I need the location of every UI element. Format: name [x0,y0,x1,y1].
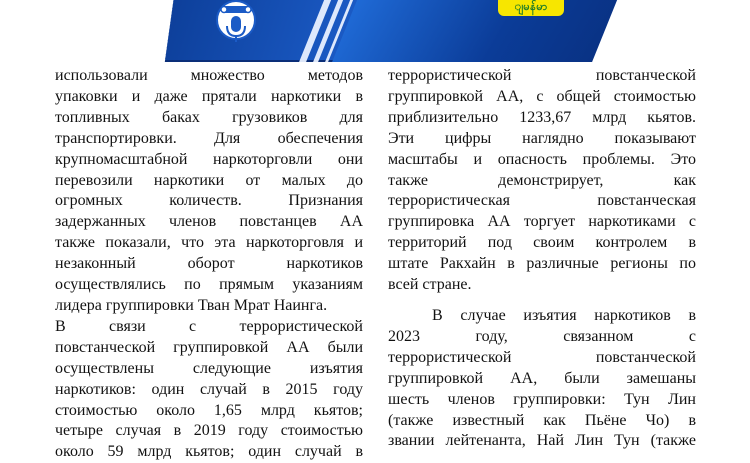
text-line: приблизительно 1233,67 млрд кьятов. [388,108,696,126]
text-line: перевозили наркотики от малых до [55,171,363,189]
text-line: штате Ракхайн в различные регионы по [388,255,696,273]
text-line: масштабы и опасность проблемы. Это [388,150,696,168]
right-paragraph-2 [388,306,696,452]
text-line: незаконный оборот наркотиков [55,255,363,273]
text-line: также показали, что эта наркоторговля и [55,234,363,252]
text-line: стоимостью около 1,65 млрд кьятов; [55,401,363,419]
text-line: также демонстрирует, как [388,171,696,189]
text-line: звании лейтенанта, Най Лин Тун (также [388,432,696,450]
text-line: осуществлялись по прямым указаниям [55,276,363,294]
text-line: лидера группировки Тван Мрат Наинга. [55,296,328,314]
text-line: 2023 году, связанном с [388,327,696,345]
left-column [55,66,363,463]
text-line: крупномасштабной наркоторговли они [55,150,363,168]
right-paragraph-1 [388,66,696,296]
text-line: около 59 млрд кьятов; один случай в [55,443,363,461]
text-line: задержанных членов повстанцев АА [55,213,363,231]
text-line: использовали множество методов [55,67,363,84]
text-line: террористической повстанческой [388,67,696,84]
text-line: огромных количеств. Признания [55,192,363,210]
text-line: шесть членов группировки: Тун Лин [388,390,696,408]
text-line: группировкой АА, с общей стоимостью [388,87,696,105]
text-line: В связи с террористической [55,317,363,335]
text-line: повстанческой группировкой АА были [55,338,363,356]
text-line: террористическая повстанческая [388,192,696,210]
text-line: территорий под своим контролем в [388,234,696,252]
text-line: группировка АА торгует наркотиками с [388,213,696,231]
text-line: осуществлены следующие изъятия [55,359,363,377]
text-line: Эти цифры наглядно показывают [388,129,696,147]
right-column [388,66,696,452]
text-line: наркотиков: один случай в 2015 году [55,380,363,398]
text-line: всей стране. [388,276,472,294]
text-line: группировкой АА, были замешаны [388,369,696,387]
left-paragraph [55,66,363,463]
text-line: упаковки и даже прятали наркотики в [55,87,363,105]
microphone-logo-icon [212,0,260,48]
text-line: четыре случая в 2019 году стоимостью [55,422,363,440]
header-banner [0,0,750,62]
banner-tag: ျမန်မာ [498,0,564,16]
text-line: (также известный как Пьёне Чо) в [388,411,696,429]
banner-dark-panel [329,0,621,62]
text-line: террористической повстанческой [388,348,696,366]
text-line: топливных баках грузовиков для [55,108,363,126]
text-line: транспортировки. Для обеспечения [55,129,363,147]
text-line: В случае изъятия наркотиков в [432,306,696,324]
